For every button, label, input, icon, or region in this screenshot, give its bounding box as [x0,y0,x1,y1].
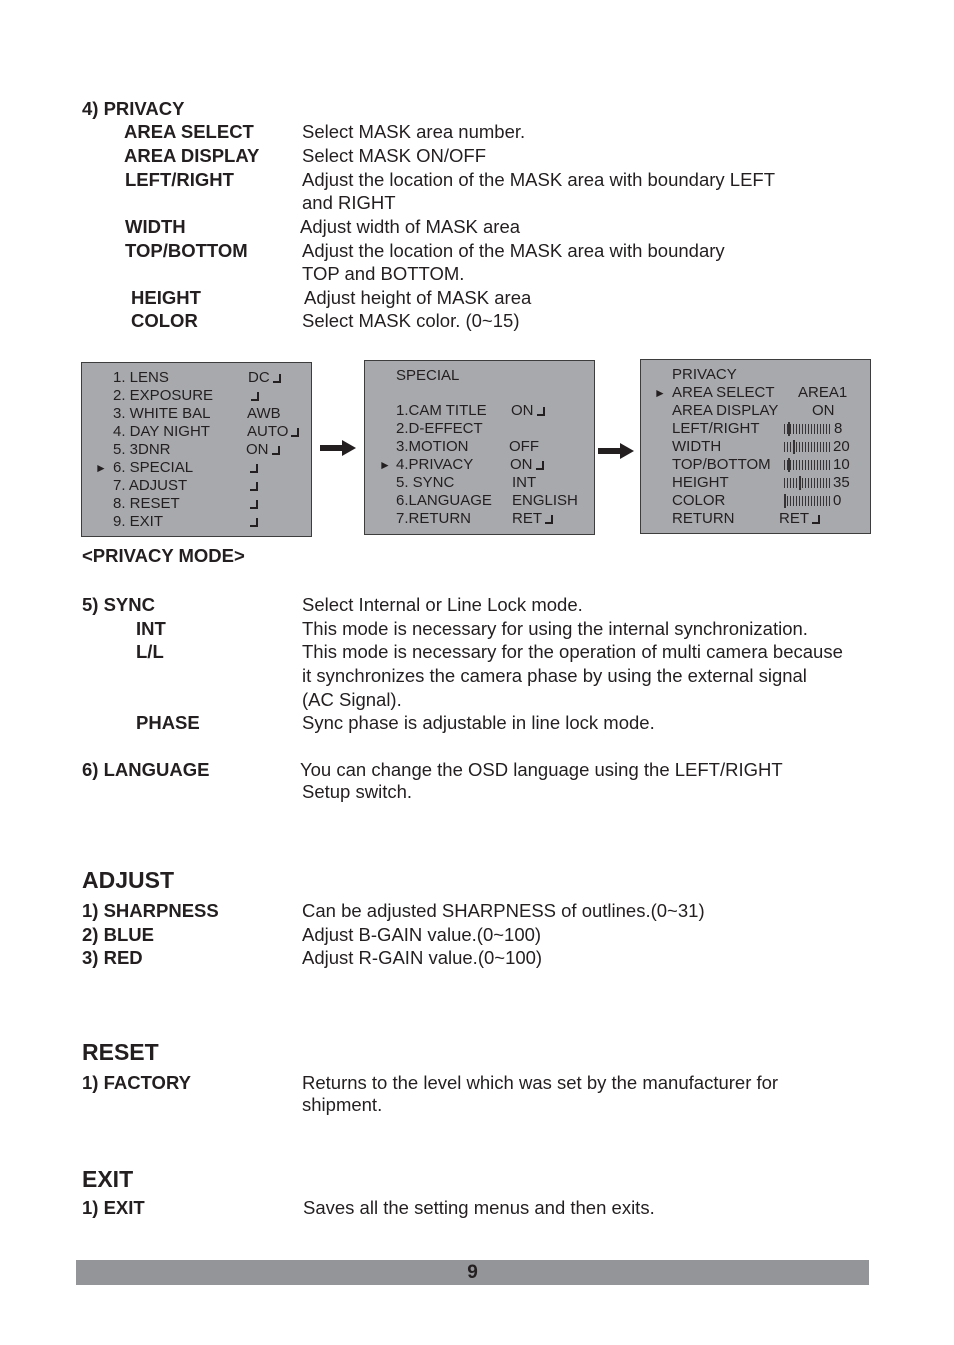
privacy-label-width: WIDTH [125,216,186,237]
reset-desc-factory-2: shipment. [302,1094,383,1115]
special-row-value: INT [512,474,537,491]
main-row-label: 5. 3DNR [113,441,171,458]
privacy-desc-area-display: Select MASK ON/OFF [302,145,487,166]
privacy-desc-color: Select MASK color. (0~15) [302,310,520,331]
enter-icon [250,464,258,473]
sync-label-phase: PHASE [136,712,200,733]
privacy-menu-row-value: 35 [833,474,850,491]
privacy-heading: 4) PRIVACY [82,98,185,119]
enter-icon [250,518,258,527]
enter-icon [545,515,553,524]
main-row-label: 9. EXIT [113,513,164,530]
main-row-value: ON [246,441,269,458]
enter-icon [536,461,544,470]
main-row-label: 6. SPECIAL [113,459,194,476]
privacy-label-left-right: LEFT/RIGHT [125,169,234,190]
osd-special-menu [364,360,595,535]
level-slider [784,478,830,488]
sync-heading-desc: Select Internal or Line Lock mode. [302,594,583,615]
adjust-label-blue: 2) BLUE [82,924,154,945]
exit-desc: Saves all the setting menus and then exits. [303,1197,655,1218]
slider-knob [788,458,790,472]
main-row-value: DC [248,369,270,386]
sync-desc-int: This mode is necessary for using the internal synchronization. [302,618,808,639]
privacy-menu-row-value: ON [812,402,835,419]
privacy-desc-top-bottom-2: TOP and BOTTOM. [302,263,465,284]
enter-icon [272,446,280,455]
cursor-icon: ► [95,461,107,475]
slider-knob [793,440,795,454]
main-row-label: 8. RESET [113,495,180,512]
privacy-desc-top-bottom-1: Adjust the location of the MASK area with boundary [302,240,725,261]
privacy-menu-row-label: LEFT/RIGHT [672,420,760,437]
enter-icon [251,392,259,401]
footer-bar [76,1260,869,1285]
exit-title: EXIT [82,1166,134,1192]
adjust-title: ADJUST [82,867,175,893]
special-row-label: 6.LANGUAGE [396,492,492,509]
cursor-icon: ► [379,458,391,472]
privacy-menu-row-label: AREA DISPLAY [672,402,779,419]
special-row-label: 5. SYNC [396,474,455,491]
privacy-menu-row-label: HEIGHT [672,474,729,491]
language-desc-2: Setup switch. [302,781,413,802]
privacy-menu-row-value: 0 [833,492,842,509]
adjust-label-red: 3) RED [82,947,143,968]
sync-desc-phase: Sync phase is adjustable in line lock mode. [302,712,655,733]
sync-label-int: INT [136,618,166,639]
special-row-label: 1.CAM TITLE [396,402,487,419]
special-title: SPECIAL [396,367,460,384]
sync-heading: 5) SYNC [82,594,155,615]
privacy-desc-left-right-2: and RIGHT [302,192,396,213]
privacy-menu-row-label: RETURN [672,510,735,527]
privacy-menu-row-value: AREA1 [798,384,848,401]
privacy-label-top-bottom: TOP/BOTTOM [125,240,248,261]
main-row-label: 2. EXPOSURE [113,387,214,404]
special-row-label: 3.MOTION [396,438,469,455]
main-row-label: 7. ADJUST [113,477,188,494]
privacy-label-area-display: AREA DISPLAY [124,145,260,166]
enter-icon [291,428,299,437]
language-desc-1: You can change the OSD language using the LEFT/RIGHT [300,759,783,780]
special-row-label: 4.PRIVACY [396,456,474,473]
privacy-label-area-select: AREA SELECT [124,121,254,142]
level-slider [784,460,830,470]
privacy-desc-area-select: Select MASK area number. [302,121,526,142]
main-row-value: AUTO [247,423,289,440]
adjust-desc-blue: Adjust B-GAIN value.(0~100) [302,924,542,945]
osd-privacy-menu [640,359,871,534]
privacy-label-height: HEIGHT [131,287,201,308]
privacy-menu-row-value: 20 [833,438,850,455]
privacy-menu-title: PRIVACY [672,366,737,383]
reset-label-factory: 1) FACTORY [82,1072,191,1093]
slider-knob [788,422,790,436]
enter-icon [273,374,281,383]
right-arrow-icon [320,440,356,456]
exit-label: 1) EXIT [82,1197,145,1218]
level-slider [784,424,830,434]
privacy-desc-height: Adjust height of MASK area [304,287,532,308]
reset-desc-factory-1: Returns to the level which was set by the manufacturer for [302,1072,779,1093]
enter-icon [537,407,545,416]
slider-knob [799,476,801,490]
privacy-mode-caption: <PRIVACY MODE> [82,545,245,566]
page-number: 9 [467,1262,478,1283]
level-slider [784,496,830,506]
privacy-menu-row-value: RET [779,510,809,527]
slider-knob [784,494,786,508]
right-arrow-icon [598,443,634,459]
privacy-label-color: COLOR [131,310,198,331]
adjust-desc-red: Adjust R-GAIN value.(0~100) [302,947,543,968]
adjust-label-sharpness: 1) SHARPNESS [82,900,219,921]
main-row-label: 3. WHITE BAL [113,405,211,422]
privacy-desc-left-right-1: Adjust the location of the MASK area with boundary LEFT [302,169,776,190]
osd-main-menu [81,362,312,537]
sync-desc-ll-3: (AC Signal). [302,689,402,710]
special-row-value: OFF [509,438,539,455]
privacy-menu-row-label: WIDTH [672,438,722,455]
privacy-menu-row-value: 8 [834,420,843,437]
special-row-value: ON [510,456,533,473]
privacy-menu-row-label: AREA SELECT [672,384,775,401]
enter-icon [250,500,258,509]
enter-icon [812,515,820,524]
privacy-menu-row-label: TOP/BOTTOM [672,456,771,473]
cursor-icon: ► [654,386,666,400]
sync-label-ll: L/L [136,641,164,662]
privacy-menu-row-value: 10 [833,456,850,473]
adjust-desc-sharpness: Can be adjusted SHARPNESS of outlines.(0~31) [302,900,705,921]
special-row-label: 7.RETURN [396,510,472,527]
special-row-value: ENGLISH [512,492,578,509]
special-row-label: 2.D-EFFECT [396,420,483,437]
reset-title: RESET [82,1039,159,1065]
privacy-menu-row-label: COLOR [672,492,726,509]
level-slider [784,442,830,452]
special-row-value: RET [512,510,542,527]
language-heading: 6) LANGUAGE [82,759,210,780]
sync-desc-ll-2: it synchronizes the camera phase by using the external signal [302,665,807,686]
main-row-value: AWB [247,405,281,422]
special-row-value: ON [511,402,534,419]
sync-desc-ll-1: This mode is necessary for the operation of multi camera because [302,641,843,662]
main-row-label: 4. DAY NIGHT [113,423,210,440]
main-row-label: 1. LENS [113,369,169,386]
privacy-desc-width: Adjust width of MASK area [300,216,521,237]
enter-icon [250,482,258,491]
